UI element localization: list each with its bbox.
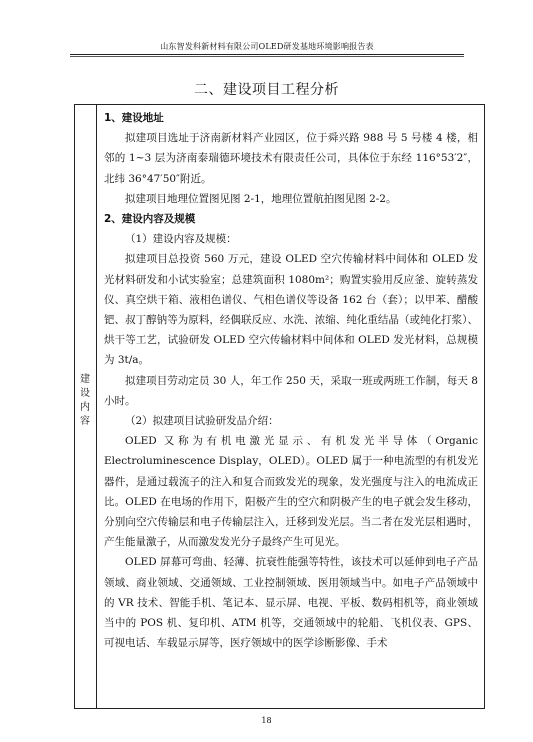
side-label: 建设内容 — [80, 374, 90, 427]
heading-address: 1、建设地址 — [104, 112, 164, 124]
paragraph-scope: 拟建项目总投资 560 万元，建设 OLED 空穴传输材料中间体和 OLED 发光材料研发和小试实验室；总建筑面积 1080m²；购置实验用反应釜、旋转蒸发仪、真空烘干箱、液相色谱仪、气相色谱仪等设备 162 台（套）；以甲苯、醋酸钯、叔丁醇钠等为原料，经偶联反应、水洗、浓缩、纯化重结晶（或纯化打浆）、烘干等工艺，试验研发 OLED 空穴传输材料中间体和 OLED 发光材料，总规模为 3t/a。 — [104, 253, 478, 367]
paragraph-oled-applications: OLED 屏幕可弯曲、轻薄、抗衰性能强等特性，该技术可以延伸到电子产品领域、商业领域、交通领域、工业控制领域、医用领域当中。如电子产品领域中的 VR 技术、智能手机、笔记本、显示屏、电视、平板、数码相机等，商业领域当中的 POS 机、复印机、ATM 机等，交通领域中的轮船、飞机仪表、GPS、可视电话、车载显示屏等，医疗领域中的医学诊断影像、手术 — [104, 556, 478, 650]
report-header: 山东智发科新材料有限公司OLED研发基地环境影响报告表 — [160, 42, 374, 51]
header-rule-thin — [70, 56, 464, 57]
content-table — [74, 104, 485, 709]
subheading-products: （2）拟建项目试验研发品介绍： — [125, 415, 279, 428]
paragraph-location-figures: 拟建项目地理位置图见图 2-1，地理位置航拍图见图 2-2。 — [125, 192, 397, 205]
paragraph-address: 拟建项目选址于济南新材料产业园区，位于舜兴路 988 号 5 号楼 4 楼，相邻的 1~3 层为济南泰瑞德环境技术有限责任公司，具体位于东经 116°53′2″，北纬 36°47′50″附近。 — [104, 132, 478, 185]
side-label-cell — [75, 105, 97, 708]
subheading-scope: （1）建设内容及规模： — [125, 233, 237, 246]
heading-scope: 2、建设内容及规模 — [104, 213, 196, 226]
page-number: 18 — [261, 716, 272, 725]
paragraph-oled-definition: OLED 又称为有机电激光显示、有机发光半导体（Organic Electroluminescence Display，OLED）。OLED 属于一种电流型的有机发光器件，是通过载流子的注入和复合而致发光的现象，发光强度与注入的电流成正比。OLED 在电场的作用下，阳极产生的空穴和阴极产生的电子就会发生移动，分别向空穴传输层和电子传输层注入，迁移到发光层。当二者在发光层相遇时，产生能量激子，从而激发发光分子最终产生可见光。 — [104, 435, 478, 549]
content-cell — [97, 105, 484, 708]
header-rule — [70, 54, 464, 55]
section-title: 二、建设项目工程分析 — [194, 82, 339, 98]
paragraph-staffing: 拟建项目劳动定员 30 人，年工作 250 天，采取一班或两班工作制，每天 8 小时。 — [104, 374, 478, 407]
